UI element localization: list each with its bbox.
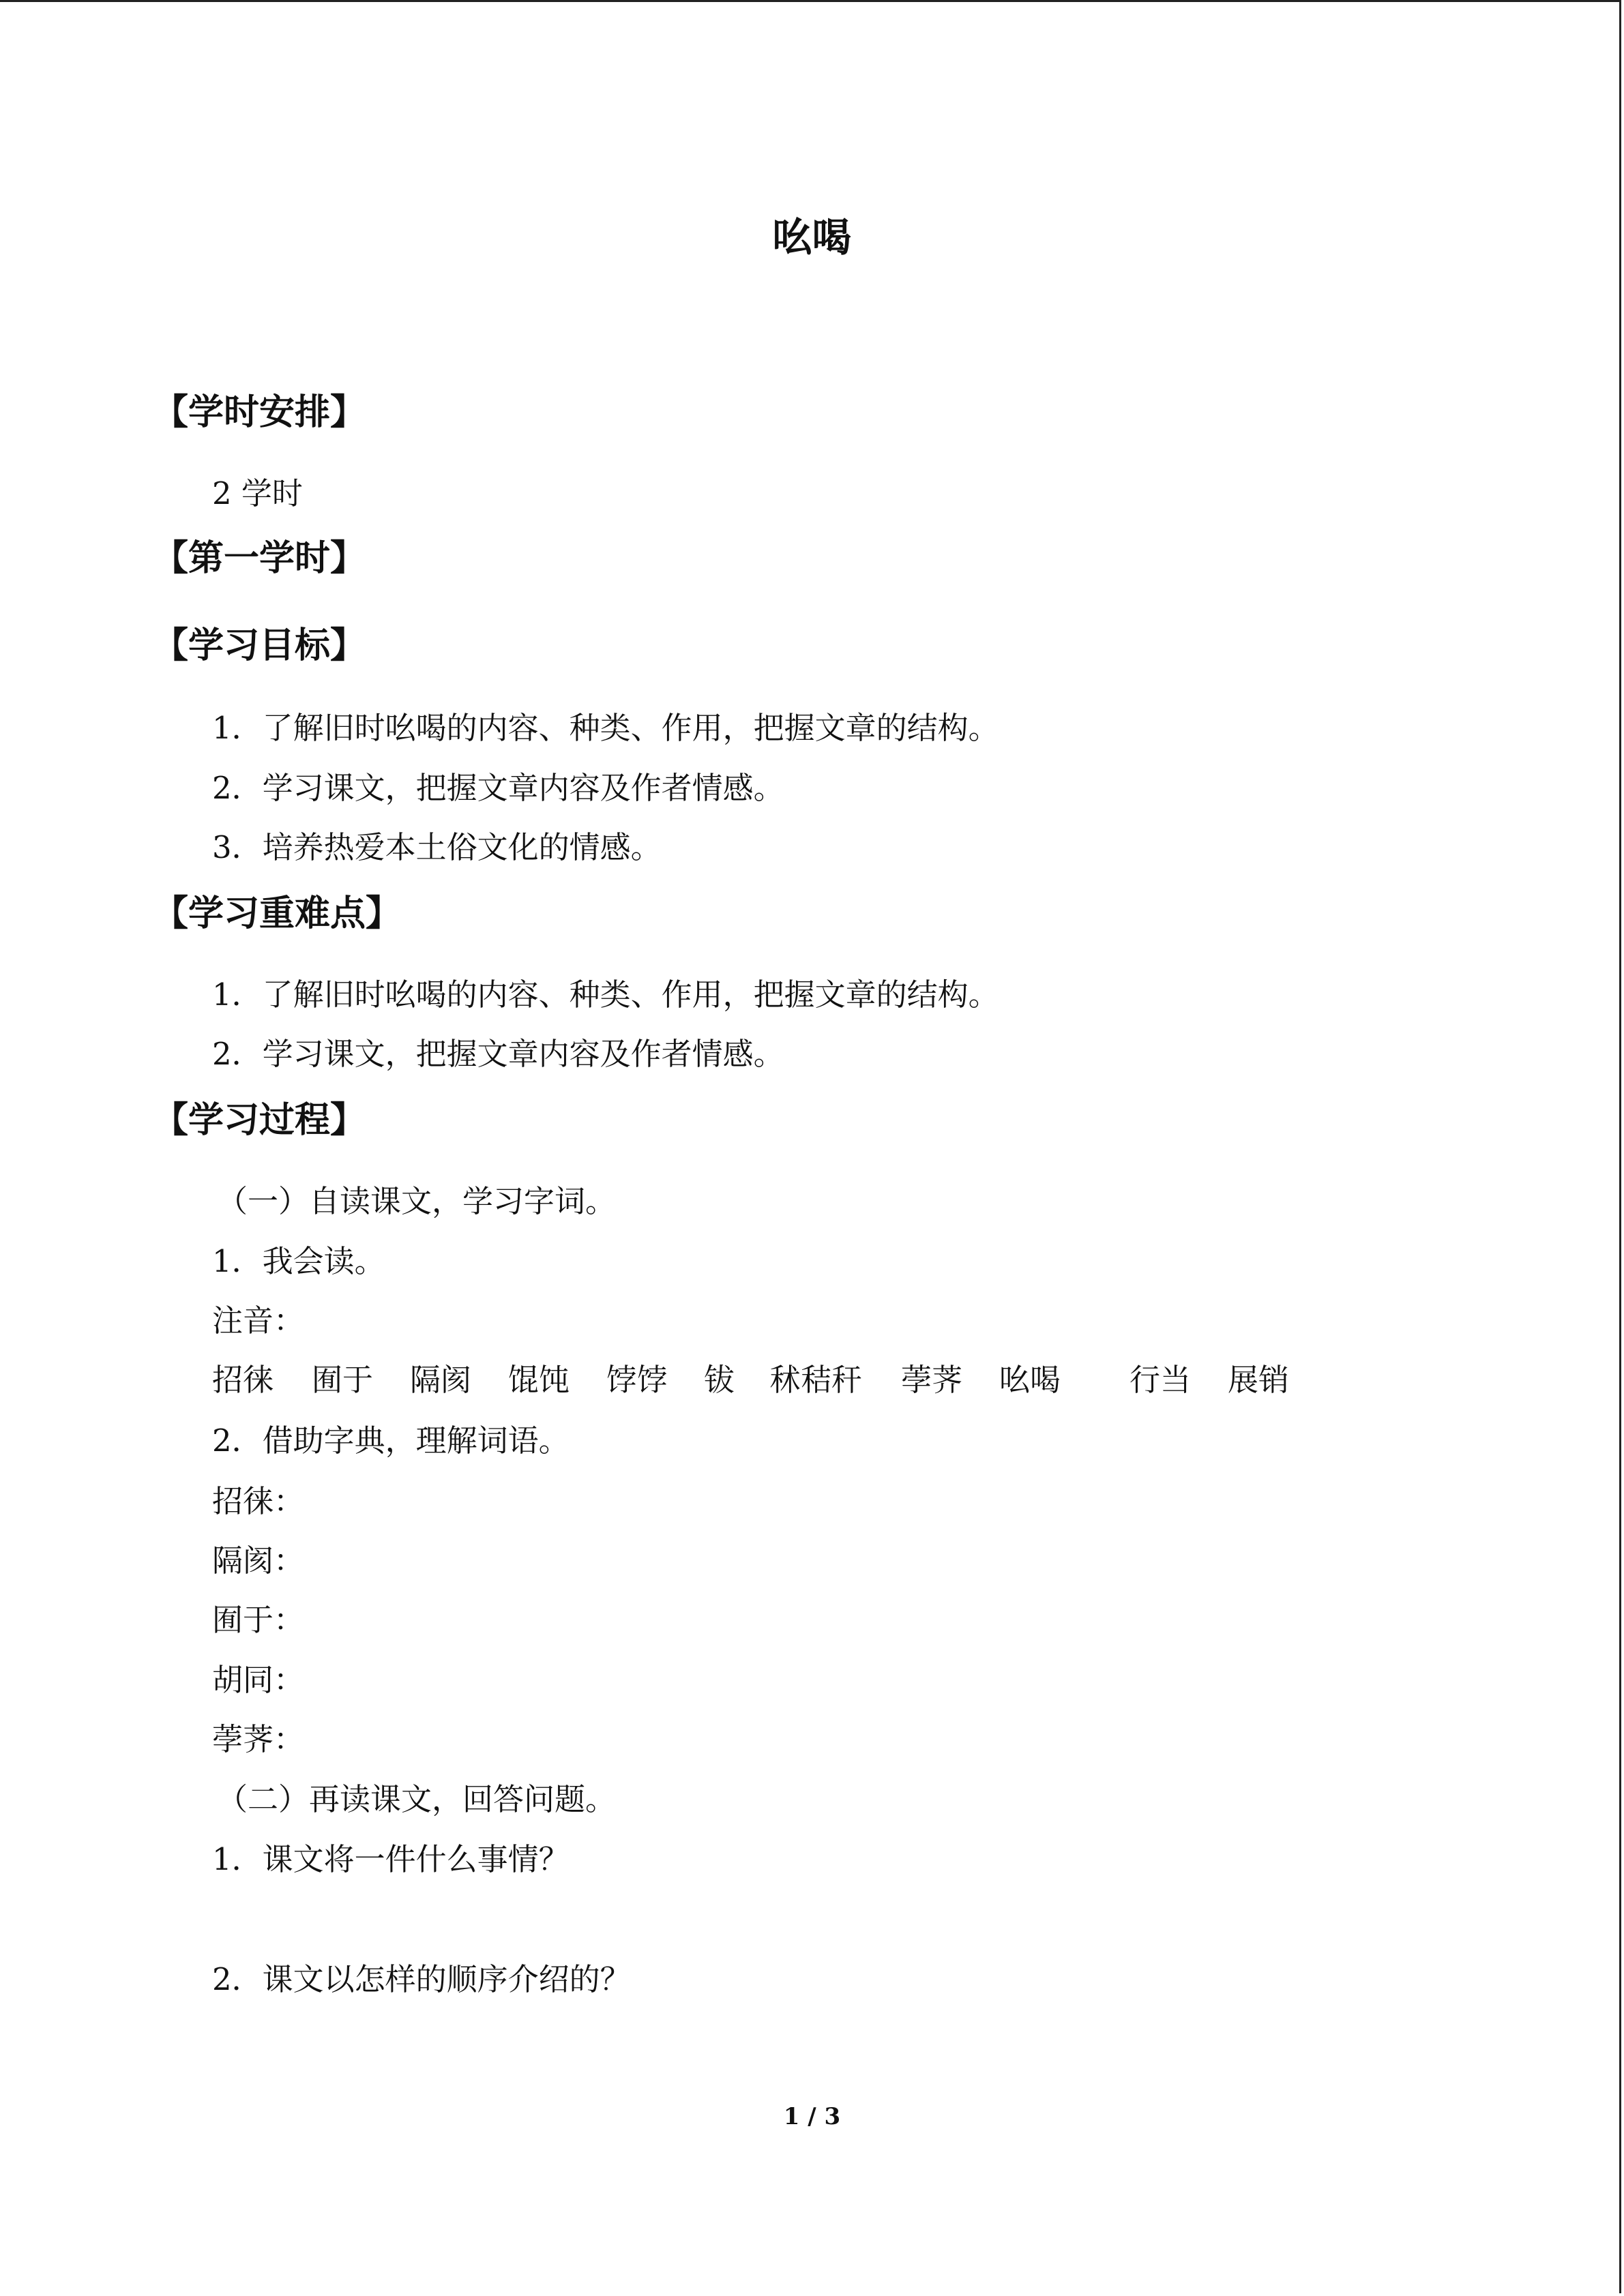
word-item: 馄饨 [508,1362,570,1398]
definition-line: 招徕： [212,1483,305,1519]
page-number: 1 / 3 [783,2103,841,2130]
word-item: 隔阂 [410,1362,472,1398]
word-item: 囿于 [312,1362,374,1398]
word-item: 荸荠 [901,1362,963,1398]
heading-process: 【学习过程】 [153,1100,366,1141]
goal-item-3: 3．培养热爱本土俗文化的情感。 [212,829,662,865]
word-item: 展销 [1228,1362,1290,1398]
word-item: 钹 [704,1362,735,1398]
part2-question-1: 1．课文将一件什么事情？ [212,1841,570,1877]
heading-period-one: 【第一学时】 [153,538,366,579]
word-item: 饽饽 [606,1362,668,1398]
phonetic-label: 注音： [212,1302,305,1339]
heading-schedule: 【学时安排】 [153,392,366,433]
definition-line: 囿于： [212,1602,305,1638]
definition-line: 隔阂： [212,1542,305,1579]
schedule-text: 2 学时 [212,475,303,511]
definition-line: 荸荠： [212,1721,305,1757]
goal-item-2: 2．学习课文，把握文章内容及作者情感。 [212,770,784,806]
part1-question-1: 1．我会读。 [212,1243,385,1279]
heading-goals: 【学习目标】 [153,625,366,666]
heading-key-points: 【学习重难点】 [153,893,402,934]
word-item: 行当 [1130,1362,1192,1398]
word-item: 招徕 [212,1362,274,1398]
goal-item-1: 1．了解旧时吆喝的内容、种类、作用，把握文章的结构。 [212,710,999,746]
word-item: 吆喝 [999,1362,1061,1398]
part1-title: （一）自读课文，学习字词。 [217,1183,617,1219]
key-point-item-1: 1．了解旧时吆喝的内容、种类、作用，把握文章的结构。 [212,976,999,1013]
word-item: 秫秸秆 [770,1362,863,1398]
word-list [212,1360,1508,1401]
key-point-item-2: 2．学习课文，把握文章内容及作者情感。 [212,1036,784,1072]
part1-question-2: 2．借助字典，理解词语。 [212,1422,570,1459]
part2-question-2: 2．课文以怎样的顺序介绍的？ [212,1961,631,1997]
definition-line: 胡同： [212,1662,305,1698]
part2-title: （二）再读课文，回答问题。 [217,1781,617,1817]
page-title: 吆喝 [772,214,852,260]
